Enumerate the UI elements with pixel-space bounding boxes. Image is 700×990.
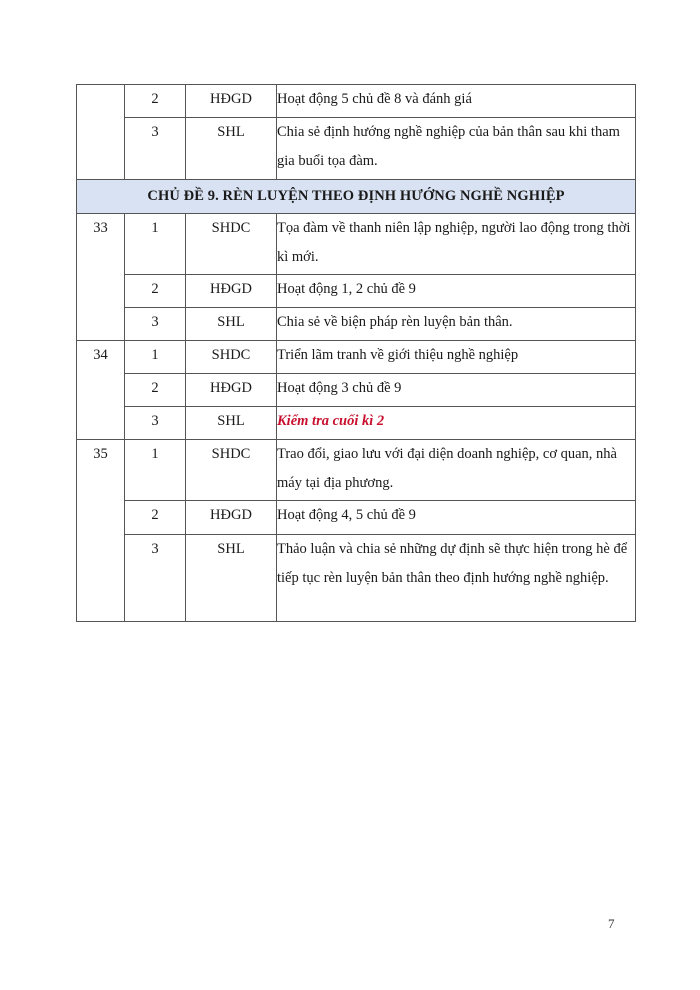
- table-row: [77, 440, 636, 501]
- table-row: [77, 308, 636, 341]
- period-cell: 1: [125, 341, 186, 374]
- week-cell: 34: [77, 341, 125, 440]
- activity-type-cell: SHDC: [186, 214, 277, 275]
- content-cell: Hoạt động 4, 5 chủ đề 9: [277, 501, 636, 535]
- week-cell: 33: [77, 214, 125, 341]
- table-row: [77, 85, 636, 118]
- activity-type-cell: SHDC: [186, 341, 277, 374]
- content-cell: Trao đổi, giao lưu với đại diện doanh nghiệp, cơ quan, nhà máy tại địa phương.: [277, 440, 636, 501]
- period-cell: 2: [125, 501, 186, 535]
- table-row: [77, 118, 636, 180]
- table-row: [77, 501, 636, 535]
- content-cell: [277, 407, 636, 440]
- section-header-row: [77, 180, 636, 214]
- week-cell: 35: [77, 440, 125, 622]
- table-row: [77, 275, 636, 308]
- activity-type-cell: SHL: [186, 308, 277, 341]
- activity-type-cell: HĐGD: [186, 374, 277, 407]
- activity-type-cell: HĐGD: [186, 501, 277, 535]
- period-cell: 3: [125, 407, 186, 440]
- table-row: [77, 374, 636, 407]
- activity-type-cell: SHL: [186, 535, 277, 622]
- content-cell: Hoạt động 1, 2 chủ đề 9: [277, 275, 636, 308]
- period-cell: 1: [125, 440, 186, 501]
- activity-type-cell: SHDC: [186, 440, 277, 501]
- week-cell: [77, 85, 125, 180]
- period-cell: 3: [125, 535, 186, 622]
- period-cell: 2: [125, 374, 186, 407]
- period-cell: 1: [125, 214, 186, 275]
- activity-type-cell: SHL: [186, 118, 277, 180]
- content-cell: Chia sẻ về biện pháp rèn luyện bản thân.: [277, 308, 636, 341]
- activity-schedule-table: [76, 84, 636, 622]
- table-row: [77, 341, 636, 374]
- period-cell: 2: [125, 275, 186, 308]
- final-exam-highlight: Kiểm tra cuối kì 2: [277, 413, 385, 429]
- table-row: [77, 214, 636, 275]
- activity-type-cell: SHL: [186, 407, 277, 440]
- content-cell: Hoạt động 3 chủ đề 9: [277, 374, 636, 407]
- content-cell: Hoạt động 5 chủ đề 8 và đánh giá: [277, 85, 636, 118]
- content-cell: Tọa đàm về thanh niên lập nghiệp, người lao động trong thời kì mới.: [277, 214, 636, 275]
- period-cell: 3: [125, 308, 186, 341]
- table-row: [77, 407, 636, 440]
- content-cell: Triển lãm tranh về giới thiệu nghề nghiệp: [277, 341, 636, 374]
- content-cell: Thảo luận và chia sẻ những dự định sẽ thực hiện trong hè để tiếp tục rèn luyện bản thân theo định hướng nghề nghiệp.: [277, 535, 636, 622]
- section-title: CHỦ ĐỀ 9. RÈN LUYỆN THEO ĐỊNH HƯỚNG NGHỀ NGHIỆP: [77, 180, 636, 214]
- page-number: 7: [608, 916, 615, 931]
- table-row: [77, 535, 636, 622]
- activity-type-cell: HĐGD: [186, 85, 277, 118]
- period-cell: 3: [125, 118, 186, 180]
- period-cell: 2: [125, 85, 186, 118]
- content-cell: Chia sẻ định hướng nghề nghiệp của bản thân sau khi tham gia buổi tọa đàm.: [277, 118, 636, 180]
- activity-type-cell: HĐGD: [186, 275, 277, 308]
